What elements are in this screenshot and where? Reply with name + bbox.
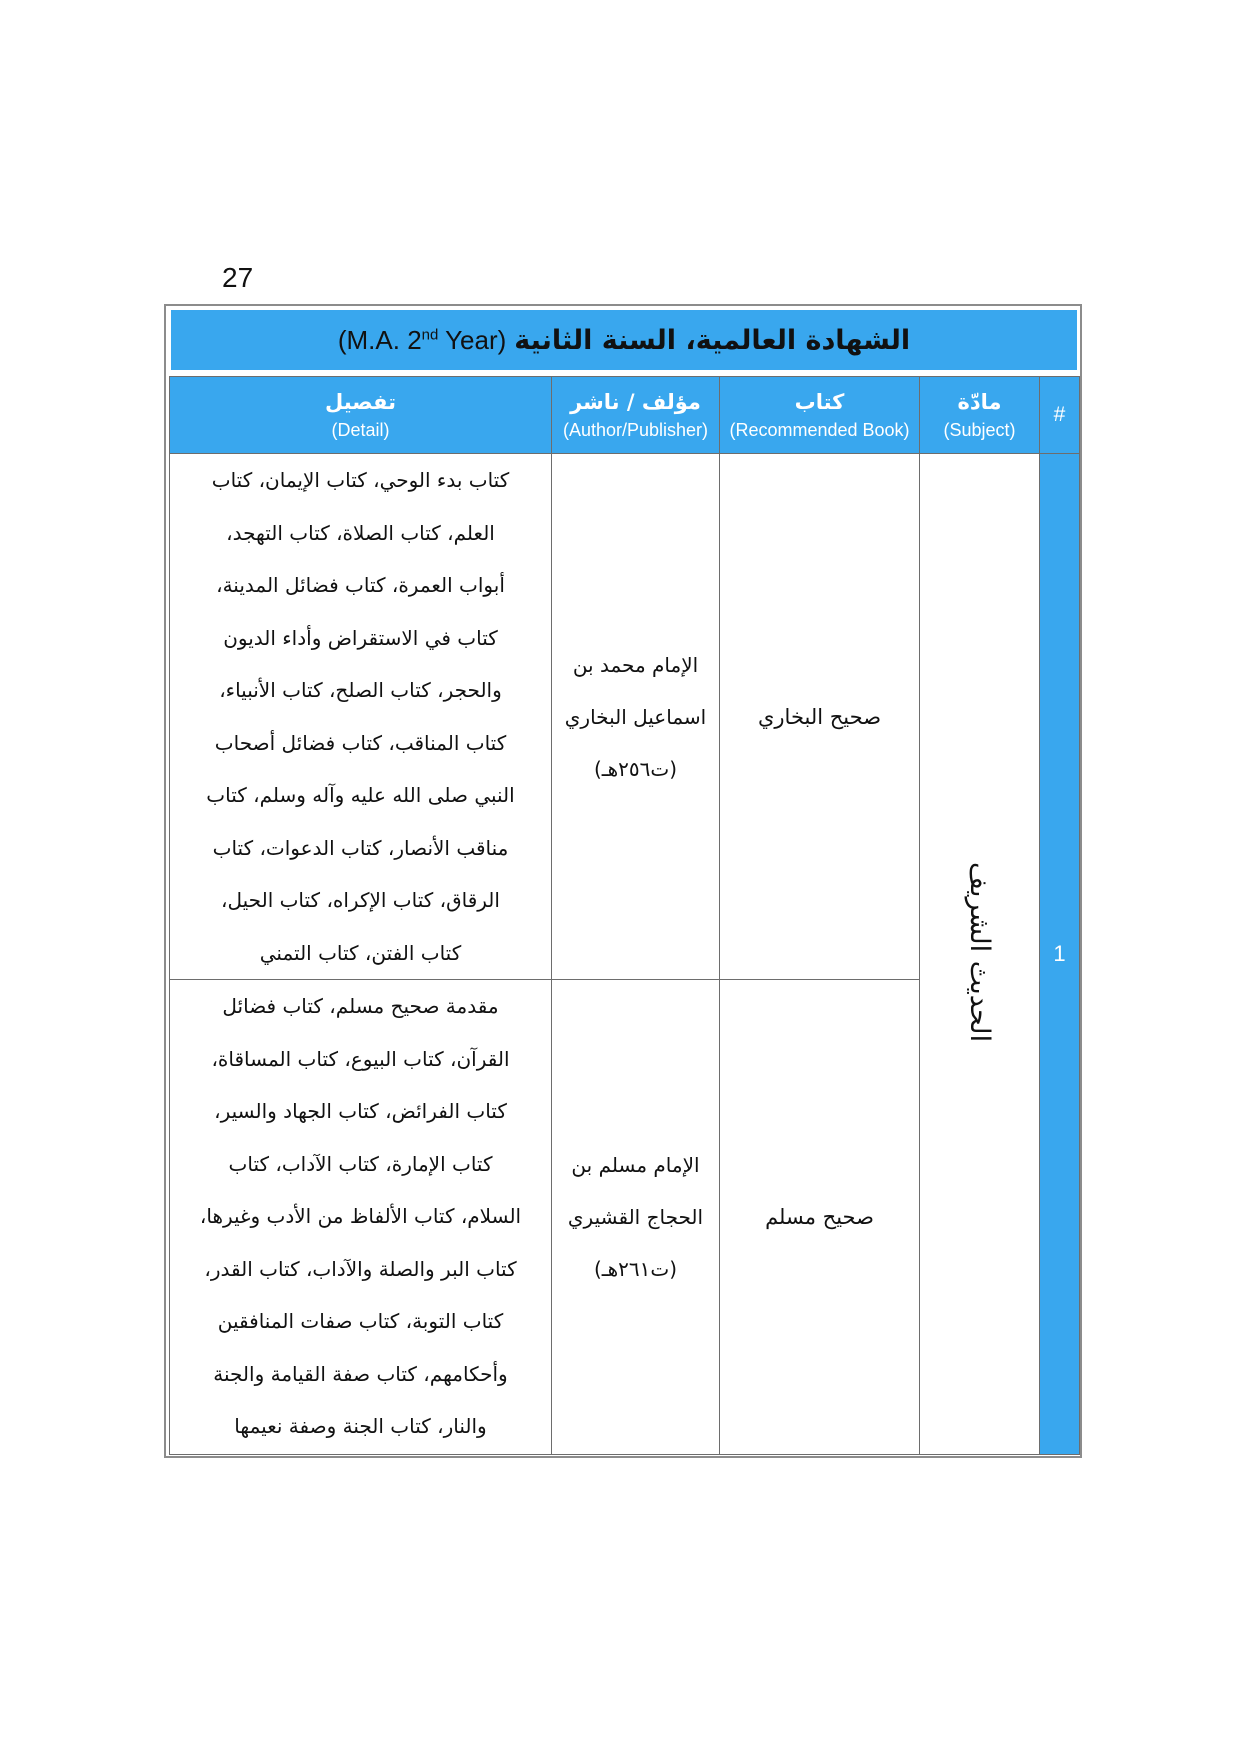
header-subject: مادّة (Subject) bbox=[920, 377, 1040, 454]
title-english: (M.A. 2nd Year) bbox=[337, 324, 507, 355]
author-bukhari: الإمام محمد بن اسماعيل البخاري (ت٢٥٦هـ) bbox=[552, 454, 720, 980]
table-row-bukhari bbox=[170, 454, 1080, 980]
author-muslim: الإمام مسلم بن الحجاج القشيري (ت٢٦١هـ) bbox=[552, 980, 720, 1455]
header-row bbox=[170, 377, 1080, 454]
detail-bukhari: كتاب بدء الوحي، كتاب الإيمان، كتاب العلم، كتاب الصلاة، كتاب التهجد، أبواب العمرة، كتاب فضائل المدينة، كتاب في الاستقراض وأداء الديون والحجر، كتاب الصلح، كتاب الأنبياء، كتاب المناقب، كتاب فضائل أصحاب النبي صلى الله عليه وآله وسلم، كتاب مناقب الأنصار، كتاب الدعوات، كتاب الرقاق، كتاب الإكراه، كتاب الحيل، كتاب الفتن، كتاب التمني bbox=[170, 454, 552, 980]
curriculum-table bbox=[169, 376, 1080, 1455]
table-title bbox=[171, 310, 1077, 370]
subject-label: الحديث الشريف bbox=[964, 861, 995, 1043]
subject-cell bbox=[920, 454, 1040, 1455]
header-book: كتاب (Recommended Book) bbox=[720, 377, 920, 454]
detail-muslim: مقدمة صحيح مسلم، كتاب فضائل القرآن، كتاب البيوع، كتاب المساقاة، كتاب الفرائض، كتاب الجهاد والسير، كتاب الإمارة، كتاب الآداب، كتاب السلام، كتاب الألفاظ من الأدب وغيرها، كتاب البر والصلة والآداب، كتاب القدر، كتاب التوبة، كتاب صفات المنافقين وأحكامهم، كتاب صفة القيامة والجنة والنار، كتاب الجنة وصفة نعيمها bbox=[170, 980, 552, 1455]
page-number: 27 bbox=[222, 262, 254, 293]
header-author: مؤلف / ناشر (Author/Publisher) bbox=[552, 377, 720, 454]
book-title-muslim: صحيح مسلم bbox=[720, 980, 920, 1455]
header-detail: تفصيل (Detail) bbox=[170, 377, 552, 454]
title-arabic: الشهادة العالمية، السنة الثانية bbox=[514, 324, 911, 356]
header-number: # bbox=[1040, 377, 1080, 454]
row-number: 1 bbox=[1040, 454, 1080, 1455]
book-title-bukhari: صحيح البخاري bbox=[720, 454, 920, 980]
